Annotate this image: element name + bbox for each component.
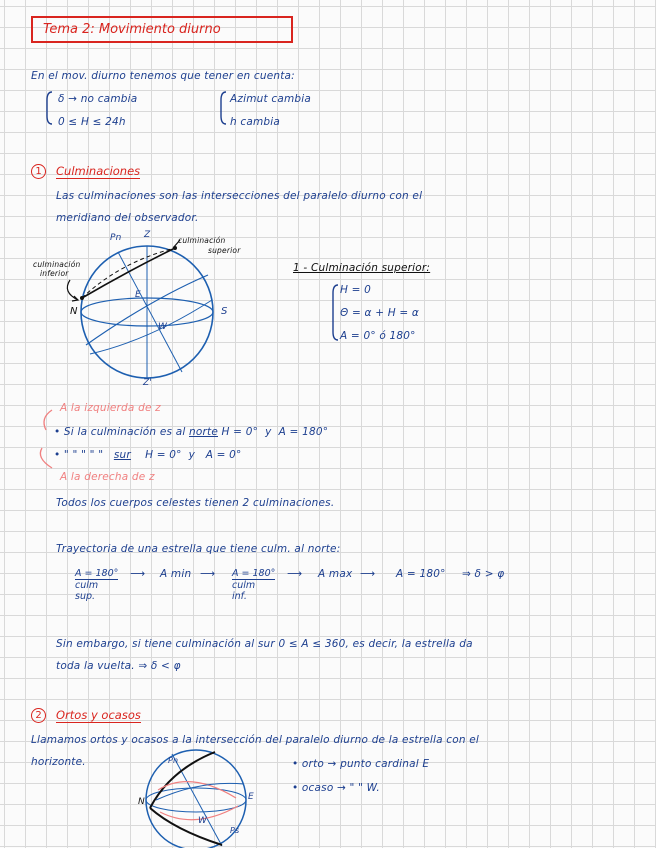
label-w: W xyxy=(158,322,168,332)
ocaso-note: • ocaso → " " W. xyxy=(292,782,380,794)
intro-left-2: 0 ≤ H ≤ 24h xyxy=(58,116,126,128)
left-of-z-note: A la izquierda de z xyxy=(60,402,161,414)
traj-arrow-3: ⟶ xyxy=(287,568,303,580)
traj-amax: A max xyxy=(318,568,353,580)
culm-sup-heading: 1 - Culminación superior: xyxy=(293,262,431,274)
label-culm-sup-2: superior xyxy=(208,246,241,255)
section-2-heading: Ortos y ocasos xyxy=(56,708,141,722)
label-z-prime: Z' xyxy=(143,378,153,388)
label-culm-inf-2: inferior xyxy=(40,269,69,278)
ortos-label-pn: Pn xyxy=(168,756,179,765)
culm-sup-eq-1: H = 0 xyxy=(340,284,372,296)
intro-right-1: Azimut cambia xyxy=(230,93,312,105)
intro-right-2: h cambia xyxy=(230,116,281,128)
label-e: E xyxy=(135,290,141,300)
label-z: Z xyxy=(144,230,151,240)
ortos-label-ps: Ps xyxy=(230,826,240,835)
section-2-para-1: Llamamos ortos y ocasos a la intersección del paralelo diurno de la estrella con el xyxy=(31,734,480,746)
intro-left-1: δ → no cambia xyxy=(58,93,138,105)
culm-sup-eq-3: A = 0° ó 180° xyxy=(340,330,416,342)
traj-a2: A = 180° culm inf. xyxy=(232,568,276,602)
orto-note: • orto → punto cardinal E xyxy=(292,758,430,770)
section-1-para-1: Las culminaciones son las intersecciones del paralelo diurno con el xyxy=(56,190,423,202)
section-1-heading: Culminaciones xyxy=(56,164,141,178)
traj-a1: A = 180° culm sup. xyxy=(75,568,119,602)
trajectory-heading: Trayectoria de una estrella que tiene culm. al norte: xyxy=(56,543,341,555)
south-line-2: toda la vuelta. ⇒ δ < φ xyxy=(56,660,181,672)
label-n: N xyxy=(70,306,78,317)
ortos-label-e: E xyxy=(248,792,254,802)
label-pn: Pn xyxy=(110,233,122,243)
traj-amin: A min xyxy=(160,568,192,580)
south-line-1: Sin embargo, si tiene culminación al sur 0 ≤ A ≤ 360, es decir, la estrella da xyxy=(56,638,473,650)
intro-line: En el mov. diurno tenemos que tener en cuenta: xyxy=(31,70,295,82)
culm-sup-eq-2: Θ = α + H = α xyxy=(340,307,420,319)
traj-a3: A = 180° xyxy=(396,568,446,580)
traj-result: ⇒ δ > φ xyxy=(462,568,505,580)
section-1-number: 1 xyxy=(31,164,46,179)
section-2-number: 2 xyxy=(31,708,46,723)
traj-arrow-1: ⟶ xyxy=(130,568,146,580)
traj-arrow-4: ⟶ xyxy=(360,568,376,580)
right-of-z-note: A la derecha de z xyxy=(60,471,155,483)
all-bodies-note: Todos los cuerpos celestes tienen 2 culminaciones. xyxy=(56,497,335,509)
ortos-label-w: W xyxy=(198,816,208,826)
label-s: S xyxy=(221,306,228,317)
label-culm-sup-1: culminación xyxy=(178,236,226,245)
traj-arrow-2: ⟶ xyxy=(200,568,216,580)
rule-sur: • " " " " " sur H = 0° y A = 0° xyxy=(54,449,242,461)
rule-norte: • Si la culminación es al norte H = 0° y A = 180° xyxy=(54,426,329,438)
page-title: Tema 2: Movimiento diurno xyxy=(31,16,293,43)
ortos-label-n: N xyxy=(138,797,145,807)
section-1-para-2: meridiano del observador. xyxy=(56,212,199,224)
label-culm-inf-1: culminación xyxy=(33,260,81,269)
section-2-para-2: horizonte. xyxy=(31,756,86,768)
